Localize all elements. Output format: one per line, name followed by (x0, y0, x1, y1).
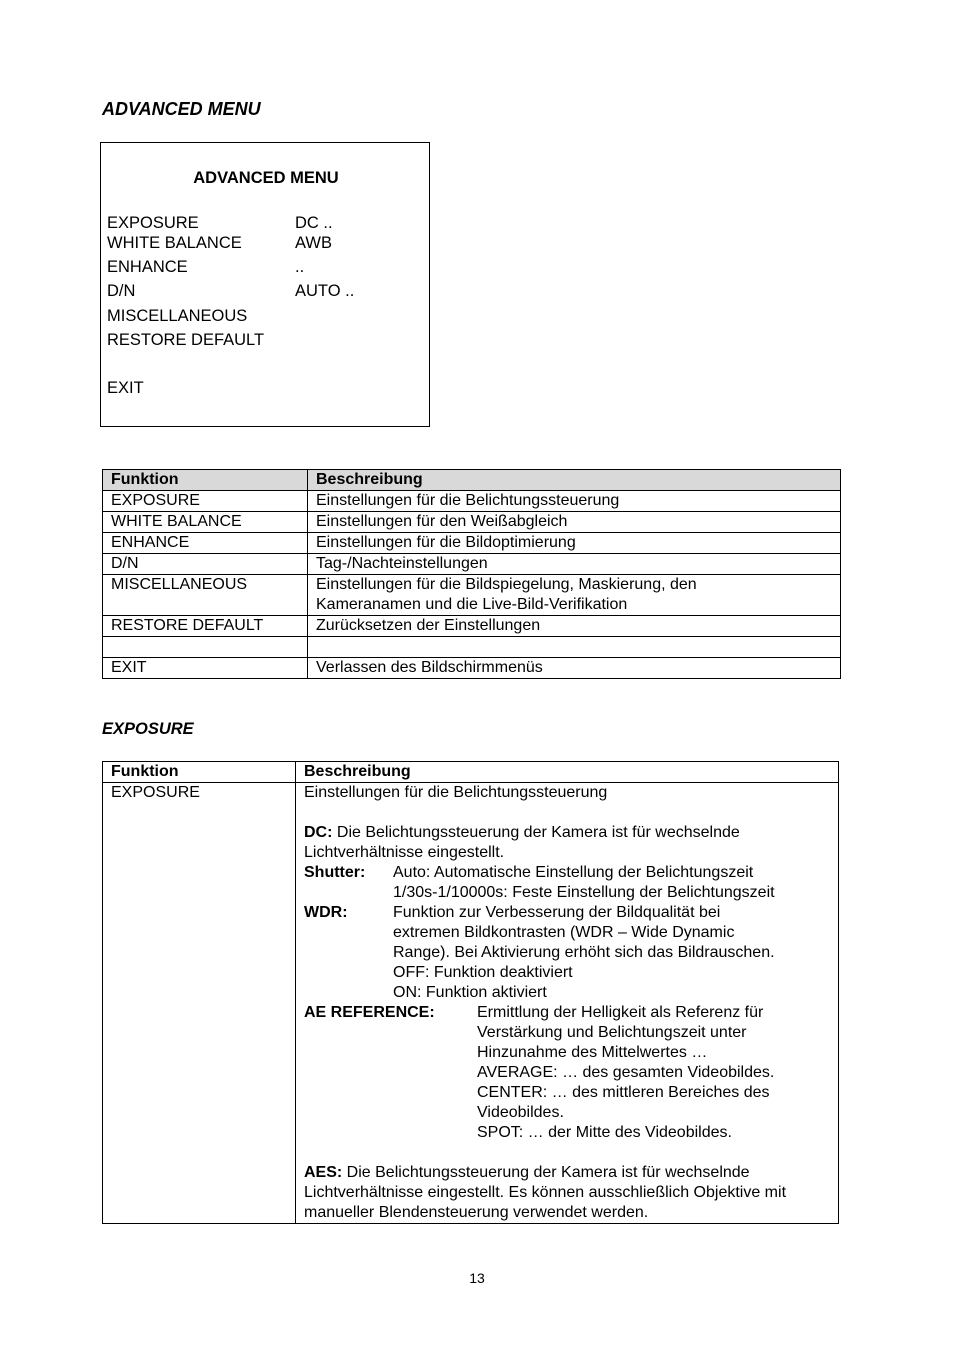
wdr-line: OFF: Funktion deaktiviert (393, 964, 573, 981)
ae-reference-line: AVERAGE: … des gesamten Videobildes. (477, 1064, 775, 1081)
ae-reference-definition (304, 1003, 838, 1143)
table-header-row (103, 470, 841, 491)
function-cell: RESTORE DEFAULT (103, 616, 308, 637)
function-cell (103, 637, 308, 658)
description-cell: Einstellungen für die Belichtungssteuerung (308, 491, 841, 512)
shutter-line: 1/30s-1/10000s: Feste Einstellung der Belichtungszeit (393, 884, 775, 901)
menu-item-label: D/N (107, 282, 136, 300)
menu-item-label: MISCELLANEOUS (107, 307, 248, 325)
description-cell: Einstellungen für die Bildoptimierung (308, 533, 841, 554)
ae-reference-line: Ermittlung der Helligkeit als Referenz für (477, 1004, 764, 1021)
table-row (103, 658, 841, 679)
ae-reference-line: CENTER: … des mittleren Bereiches des (477, 1084, 770, 1101)
table-header-row (103, 762, 839, 783)
description-cell (296, 783, 839, 1224)
shutter-definition (304, 863, 838, 903)
wdr-definition (304, 903, 838, 1003)
menu-item-enhance (107, 257, 305, 277)
section-title-advanced-menu: ADVANCED MENU (102, 99, 261, 119)
menu-item-value: AWB (295, 234, 332, 252)
dc-text: Die Belichtungssteuerung der Kamera ist für wechselnde Lichtverhältnisse eingestellt. (304, 824, 740, 861)
function-cell: WHITE BALANCE (103, 512, 308, 533)
menu-item-label: WHITE BALANCE (107, 234, 242, 252)
ae-reference-line: Verstärkung und Belichtungszeit unter (477, 1024, 747, 1041)
menu-item-white-balance (107, 233, 332, 253)
ae-reference-label: AE REFERENCE: (304, 1004, 435, 1021)
table-row (103, 491, 841, 512)
wdr-line: Funktion zur Verbesserung der Bildqualität bei (393, 904, 721, 921)
menu-item-value: AUTO .. (295, 282, 355, 300)
dc-label: DC: (304, 824, 333, 841)
wdr-line: extremen Bildkontrasten (WDR – Wide Dynamic (393, 924, 735, 941)
menu-item-value: .. (295, 258, 305, 276)
description-cell: Tag-/Nachteinstellungen (308, 554, 841, 575)
function-cell: EXIT (103, 658, 308, 679)
page-number: 13 (469, 1270, 485, 1286)
aes-text: Die Belichtungssteuerung der Kamera ist für wechselnde Lichtverhältnisse eingestellt. Es können ausschließlich Objektive mit manueller Blendensteuerung verwendet werden. (304, 1164, 787, 1221)
table-row (103, 575, 841, 616)
column-header: Funktion (103, 470, 308, 491)
description-cell: Verlassen des Bildschirmmenüs (308, 658, 841, 679)
function-cell: EXPOSURE (103, 491, 308, 512)
description-cell: Einstellungen für die Bildspiegelung, Maskierung, den Kameranamen und die Live-Bild-Verifikation (308, 575, 841, 616)
menu-item-value: DC .. (295, 214, 333, 232)
table-row (103, 554, 841, 575)
menu-item-label: RESTORE DEFAULT (107, 331, 265, 349)
table-row (103, 512, 841, 533)
exposure-table (102, 761, 839, 1224)
menu-item-label: EXIT (107, 379, 144, 397)
table-row (103, 783, 839, 1224)
function-table (102, 469, 841, 679)
function-cell: ENHANCE (103, 533, 308, 554)
column-header: Beschreibung (308, 470, 841, 491)
function-cell: EXPOSURE (103, 783, 296, 1224)
wdr-line: ON: Funktion aktiviert (393, 984, 547, 1001)
description-cell: Zurücksetzen der Einstellungen (308, 616, 841, 637)
menu-heading: ADVANCED MENU (193, 169, 339, 187)
wdr-line: Range). Bei Aktivierung erhöht sich das Bildrauschen. (393, 944, 775, 961)
dc-paragraph (304, 823, 838, 863)
menu-item-dn (107, 281, 355, 301)
function-cell: D/N (103, 554, 308, 575)
table-row (103, 533, 841, 554)
ae-reference-line: Hinzunahme des Mittelwertes … (477, 1044, 708, 1061)
section-title-exposure: EXPOSURE (102, 720, 194, 738)
shutter-label: Shutter: (304, 864, 366, 881)
table-row (103, 616, 841, 637)
shutter-line: Auto: Automatische Einstellung der Belichtungszeit (393, 864, 754, 881)
description-cell: Einstellungen für den Weißabgleich (308, 512, 841, 533)
description-cell (308, 637, 841, 658)
ae-reference-line: Videobildes. (477, 1104, 564, 1121)
table-row-empty (103, 637, 841, 658)
ae-reference-line: SPOT: … der Mitte des Videobildes. (477, 1124, 732, 1141)
menu-item-label: EXPOSURE (107, 214, 199, 232)
menu-item-label: ENHANCE (107, 258, 188, 276)
menu-item-restore-default (107, 330, 264, 350)
menu-item-miscellaneous (107, 306, 247, 326)
advanced-menu-box (100, 142, 430, 427)
aes-label: AES: (304, 1164, 343, 1181)
intro-text: Einstellungen für die Belichtungssteuerung (304, 784, 608, 801)
function-cell: MISCELLANEOUS (103, 575, 308, 616)
menu-item-exit (107, 378, 144, 398)
column-header: Funktion (103, 762, 296, 783)
aes-paragraph (304, 1163, 838, 1223)
column-header: Beschreibung (296, 762, 839, 783)
wdr-label: WDR: (304, 904, 348, 921)
menu-item-exposure (107, 213, 333, 233)
